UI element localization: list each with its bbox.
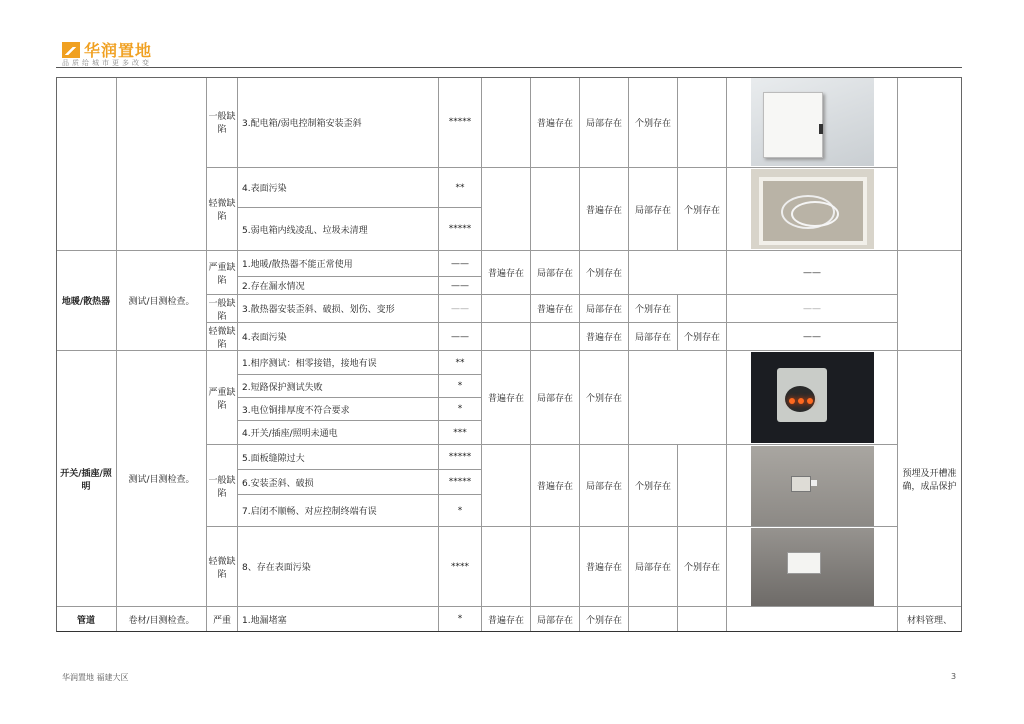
status-common: 普遍存在 — [580, 527, 629, 607]
category-cell — [56, 77, 117, 251]
item-text: 6.安装歪斜、破损 — [238, 470, 439, 495]
empty-cell — [629, 251, 727, 295]
star-rating: —— — [439, 323, 482, 351]
status-partial: 局部存在 — [629, 527, 678, 607]
empty-cell — [531, 527, 580, 607]
level-severe: 严重缺陷 — [207, 251, 238, 295]
empty-cell — [482, 445, 531, 527]
brand-logo-icon — [62, 42, 80, 58]
star-rating: **** — [439, 527, 482, 607]
empty-cell — [678, 77, 727, 168]
status-partial: 局部存在 — [580, 445, 629, 527]
empty-cell — [678, 607, 727, 632]
item-text: 4.表面污染 — [238, 168, 439, 208]
star-rating: —— — [439, 251, 482, 277]
status-rare: 个别存在 — [629, 445, 678, 527]
level-severe: 严重缺陷 — [207, 351, 238, 445]
photo-cell — [727, 607, 898, 632]
level-severe: 严重 — [207, 607, 238, 632]
empty-cell — [678, 295, 727, 323]
empty-cell — [629, 351, 727, 445]
status-partial: 局部存在 — [629, 323, 678, 351]
photo-wall-panel — [751, 446, 874, 526]
status-partial: 局部存在 — [531, 251, 580, 295]
level-general: 一般缺陷 — [207, 445, 238, 527]
item-text: 2.存在漏水情况 — [238, 277, 439, 295]
page-number: 3 — [951, 672, 957, 681]
level-general: 一般缺陷 — [207, 77, 238, 168]
brand-name: 华润置地 — [84, 41, 153, 60]
empty-cell — [482, 527, 531, 607]
empty-cell — [531, 323, 580, 351]
status-partial: 局部存在 — [580, 77, 629, 168]
item-text: 5.面板缝隙过大 — [238, 445, 439, 470]
category-switch: 开关/插座/照明 — [56, 351, 117, 607]
status-rare: 个别存在 — [580, 251, 629, 295]
item-text: 1.地漏堵塞 — [238, 607, 439, 632]
star-rating: * — [439, 398, 482, 421]
item-text: 3.散热器安装歪斜、破损、划伤、变形 — [238, 295, 439, 323]
method-pipe: 卷材/目测检查。 — [117, 607, 207, 632]
level-minor: 轻微缺陷 — [207, 527, 238, 607]
photo-cell — [727, 527, 898, 607]
method-switch: 测试/目测检查。 — [117, 351, 207, 607]
level-minor: 轻微缺陷 — [207, 323, 238, 351]
empty-cell — [482, 295, 531, 323]
star-rating: ***** — [439, 470, 482, 495]
star-rating: * — [439, 375, 482, 398]
status-common: 普遍存在 — [580, 168, 629, 251]
photo-cell — [727, 351, 898, 445]
item-text: 3.配电箱/弱电控制箱安装歪斜 — [238, 77, 439, 168]
status-rare: 个别存在 — [678, 323, 727, 351]
star-rating: ** — [439, 351, 482, 375]
status-common: 普遍存在 — [482, 607, 531, 632]
star-rating: —— — [439, 277, 482, 295]
note-cell: 预埋及开槽准确，成品保护 — [898, 351, 962, 607]
status-common: 普遍存在 — [482, 251, 531, 295]
status-rare: 个别存在 — [678, 168, 727, 251]
item-text: 1.地暖/散热器不能正常使用 — [238, 251, 439, 277]
empty-cell — [482, 168, 531, 251]
photo-cell — [727, 168, 898, 251]
item-text: 5.弱电箱内线凌乱、垃圾未清理 — [238, 208, 439, 251]
item-text: 3.电位铜排厚度不符合要求 — [238, 398, 439, 421]
category-pipe: 管道 — [56, 607, 117, 632]
photo-socket-tester — [751, 352, 874, 443]
method-heating: 测试/目测检查。 — [117, 251, 207, 351]
empty-cell — [531, 168, 580, 251]
status-common: 普遍存在 — [482, 351, 531, 445]
status-partial: 局部存在 — [531, 607, 580, 632]
photo-electric-box — [751, 78, 874, 166]
star-rating: * — [439, 495, 482, 527]
level-general: 一般缺陷 — [207, 295, 238, 323]
star-rating: ***** — [439, 445, 482, 470]
level-minor: 轻微缺陷 — [207, 168, 238, 251]
photo-cell — [727, 445, 898, 527]
category-heating: 地暖/散热器 — [56, 251, 117, 351]
status-rare: 个别存在 — [580, 351, 629, 445]
status-common: 普遍存在 — [531, 295, 580, 323]
star-rating: ***** — [439, 208, 482, 251]
photo-ceiling-light — [751, 528, 874, 606]
status-rare: 个别存在 — [629, 295, 678, 323]
empty-cell — [678, 445, 727, 527]
star-rating: ** — [439, 168, 482, 208]
item-text: 2.短路保护测试失败 — [238, 375, 439, 398]
item-text: 8、存在表面污染 — [238, 527, 439, 607]
star-rating: —— — [439, 295, 482, 323]
footer-company: 华润置地 福建大区 — [62, 673, 129, 682]
empty-cell — [482, 77, 531, 168]
brand-slogan: 品质给城市更多改变 — [62, 59, 152, 67]
empty-cell — [482, 323, 531, 351]
photo-placeholder: —— — [727, 251, 898, 295]
photo-placeholder: —— — [727, 295, 898, 323]
inspection-table — [56, 77, 962, 632]
note-cell — [898, 251, 962, 351]
note-cell — [898, 77, 962, 251]
status-rare: 个别存在 — [678, 527, 727, 607]
status-rare: 个别存在 — [629, 77, 678, 168]
item-text: 7.启闭不顺畅、对应控制终端有误 — [238, 495, 439, 527]
star-rating: * — [439, 607, 482, 632]
photo-placeholder: —— — [727, 323, 898, 351]
item-text: 4.表面污染 — [238, 323, 439, 351]
status-rare: 个别存在 — [580, 607, 629, 632]
status-partial: 局部存在 — [531, 351, 580, 445]
empty-cell — [629, 607, 678, 632]
status-partial: 局部存在 — [629, 168, 678, 251]
header-divider — [56, 67, 962, 68]
item-text: 1.相序测试：相零接错，接地有误 — [238, 351, 439, 375]
status-common: 普遍存在 — [531, 77, 580, 168]
status-common: 普遍存在 — [531, 445, 580, 527]
note-cell: 材料管理、 — [898, 607, 962, 632]
method-cell — [117, 77, 207, 251]
star-rating: ***** — [439, 77, 482, 168]
photo-wiring-box — [751, 169, 874, 249]
star-rating: *** — [439, 421, 482, 445]
status-common: 普遍存在 — [580, 323, 629, 351]
photo-cell — [727, 77, 898, 168]
item-text: 4.开关/插座/照明未通电 — [238, 421, 439, 445]
status-partial: 局部存在 — [580, 295, 629, 323]
